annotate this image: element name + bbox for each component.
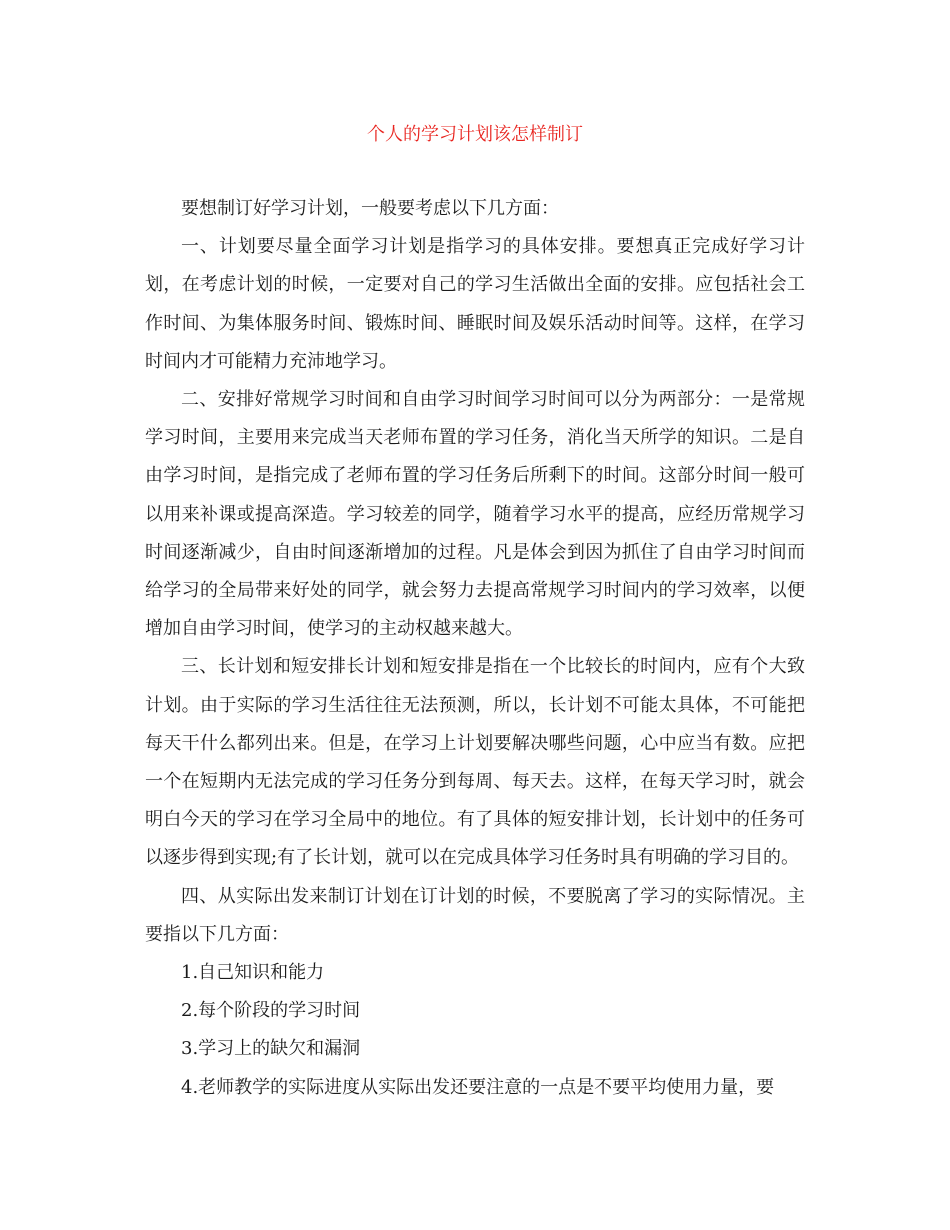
document-body [145, 190, 805, 1107]
list-item-1: 1.自己知识和能力 [181, 962, 325, 984]
paragraph-section-3: 三、长计划和短安排长计划和短安排是指在一个比较长的时间内，应有个大致计划。由于实际的学习生活往往无法预测，所以，长计划不可能太具体，不可能把每天干什么都列出来。但是，在学习上计划要解决哪些问题，心中应当有数。应把一个在短期内无法完成的学习任务分到每周、每天去。这样，在每天学习时，就会明白今天的学习在学习全局中的地位。有了具体的短安排计划，长计划中的任务可以逐步得到实现;有了长计划，就可以在完成具体学习任务时具有明确的学习目的。 [145, 656, 805, 869]
paragraph-section-1: 一、计划要尽量全面学习计划是指学习的具体安排。要想真正完成好学习计划，在考虑计划的时候，一定要对自己的学习生活做出全面的安排。应包括社会工作时间、为集体服务时间、锻炼时间、睡眠时间及娱乐活动时间等。这样，在学习时间内才可能精力充沛地学习。 [145, 236, 805, 372]
paragraph-section-4: 四、从实际出发来制订计划在订计划的时候，不要脱离了学习的实际情况。主要指以下几方面： [145, 885, 805, 945]
list-item-3: 3.学习上的缺欠和漏洞 [181, 1038, 361, 1060]
paragraph-section-2: 二、安排好常规学习时间和自由学习时间学习时间可以分为两部分：一是常规学习时间，主要用来完成当天老师布置的学习任务，消化当天所学的知识。二是自由学习时间，是指完成了老师布置的学习任务后所剩下的时间。这部分时间一般可以用来补课或提高深造。学习较差的同学，随着学习水平的提高，应经历常规学习时间逐渐减少，自由时间逐渐增加的过程。凡是体会到因为抓住了自由学习时间而给学习的全局带来好处的同学，就会努力去提高常规学习时间内的学习效率，以便增加自由学习时间，使学习的主动权越来越大。 [145, 389, 805, 640]
paragraph-intro: 要想制订好学习计划，一般要考虑以下几方面： [181, 198, 559, 219]
list-item-2: 2.每个阶段的学习时间 [181, 1000, 361, 1022]
list-item-4: 4.老师教学的实际进度从实际出发还要注意的一点是不要平均使用力量，要 [181, 1076, 775, 1098]
document-title: 个人的学习计划该怎样制订 [367, 124, 583, 145]
